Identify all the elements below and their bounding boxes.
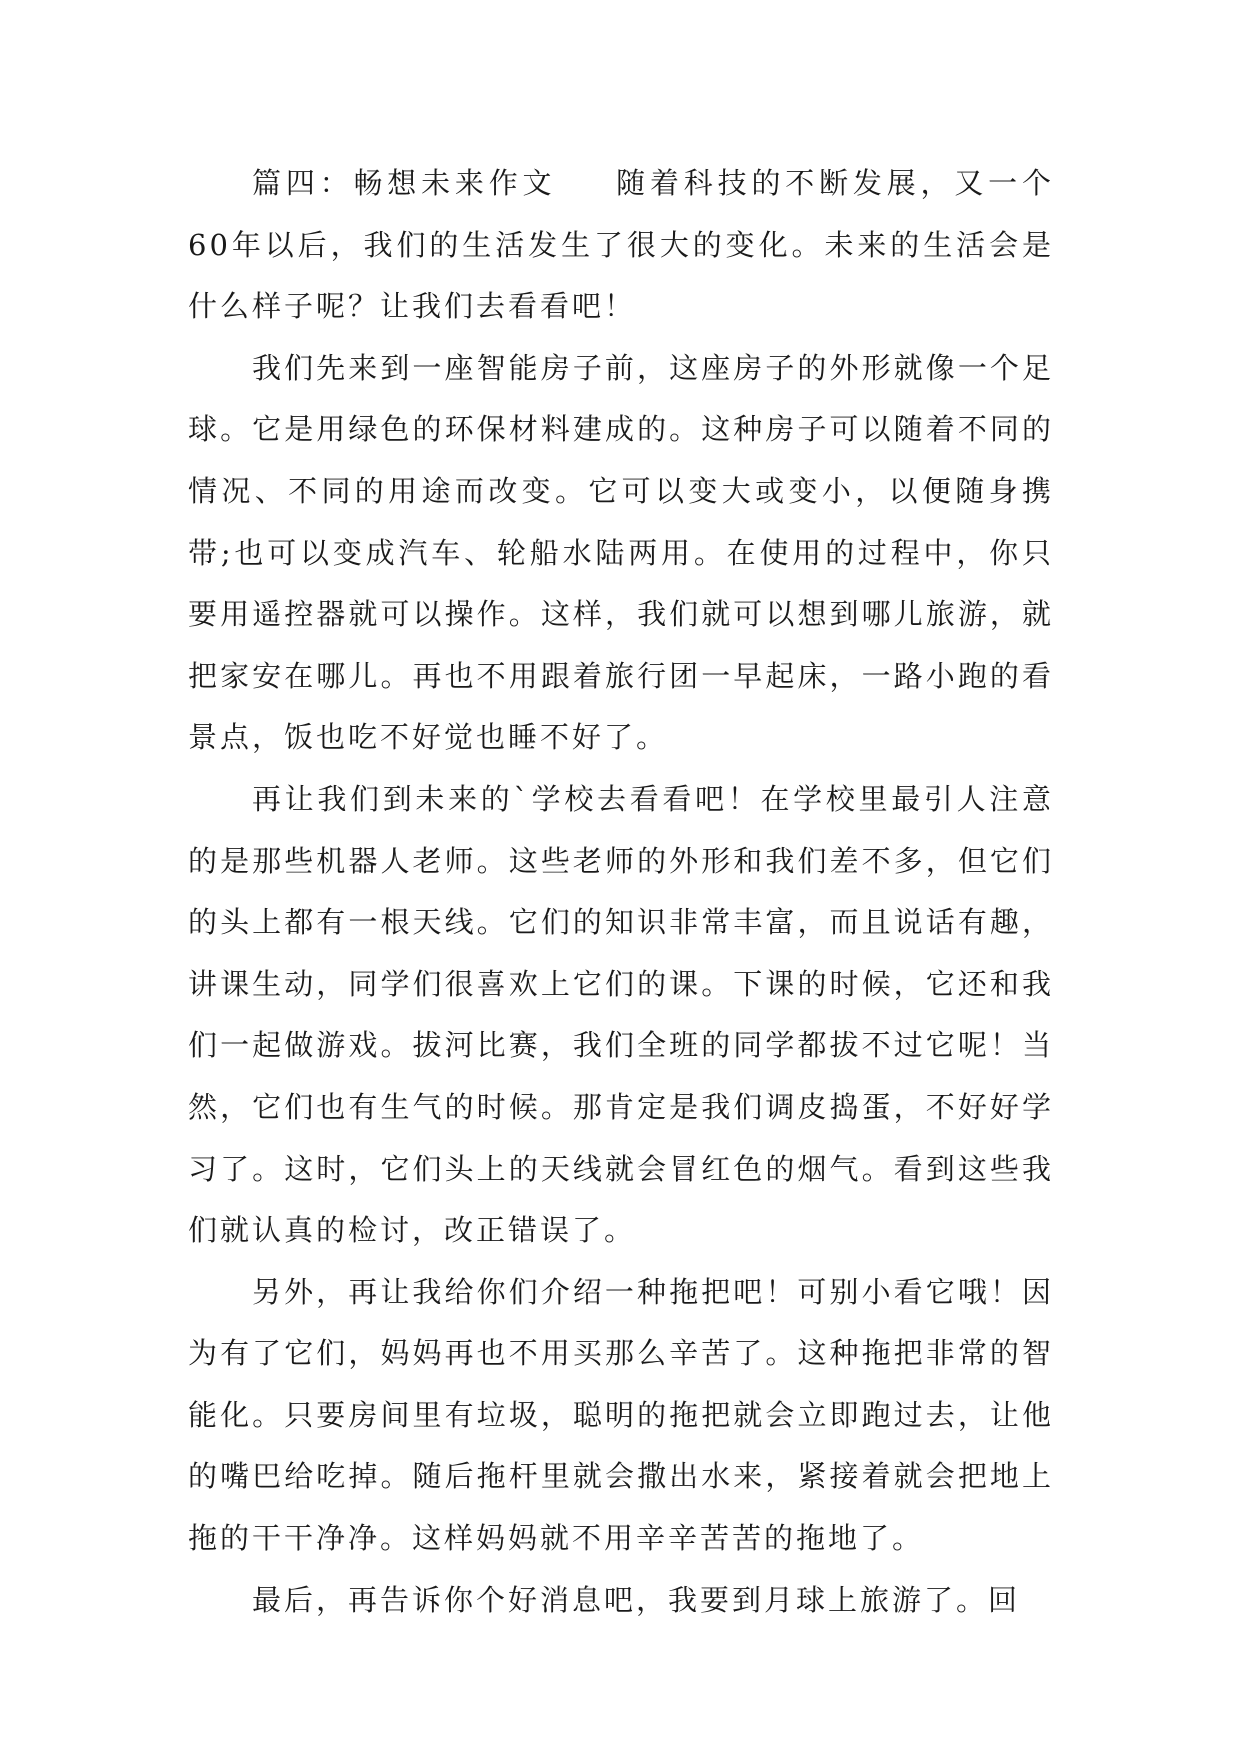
- paragraph-4: 另外，再让我给你们介绍一种拖把吧！可别小看它哦！因为有了它们，妈妈再也不用买那么辛苦了。这种拖把非常的智能化。只要房间里有垃圾，聪明的拖把就会立即跑过去，让他的嘴巴给吃掉。随后拖杆里就会撒出水来，紧接着就会把地上拖的干干净净。这样妈妈就不用辛辛苦苦的拖地了。: [188, 1274, 1054, 1556]
- paragraph-1-text: 随着科技的不断发展，又一个60年以后，我们的生活发生了很大的变化。未来的生活会是什么样子呢？让我们去看看吧！: [188, 166, 1054, 324]
- paragraph-3: 再让我们到未来的`学校去看看吧！在学校里最引人注意的是那些机器人老师。这些老师的外形和我们差不多，但它们的头上都有一根天线。它们的知识非常丰富，而且说话有趣，讲课生动，同学们很喜欢上它们的课。下课的时候，它还和我们一起做游戏。拔河比赛，我们全班的同学都拔不过它呢！当然，它们也有生气的时候。那肯定是我们调皮捣蛋，不好好学习了。这时，它们头上的天线就会冒红色的烟气。看到这些我们就认真的检讨，改正错误了。: [188, 781, 1054, 1248]
- paragraph-5: 最后，再告诉你个好消息吧，我要到月球上旅游了。回: [252, 1582, 1021, 1617]
- document-title: 篇四：畅想未来作文: [252, 166, 557, 200]
- paragraph-1: [188, 153, 1054, 338]
- paragraph-2: 我们先来到一座智能房子前，这座房子的外形就像一个足球。它是用绿色的环保材料建成的。这种房子可以随着不同的情况、不同的用途而改变。它可以变大或变小，以便随身携带;也可以变成汽车、轮船水陆两用。在使用的过程中，你只要用遥控器就可以操作。这样，我们就可以想到哪儿旅游，就把家安在哪儿。再也不用跟着旅行团一早起床，一路小跑的看景点，饭也吃不好觉也睡不好了。: [188, 350, 1054, 755]
- document-body: [188, 153, 1054, 1631]
